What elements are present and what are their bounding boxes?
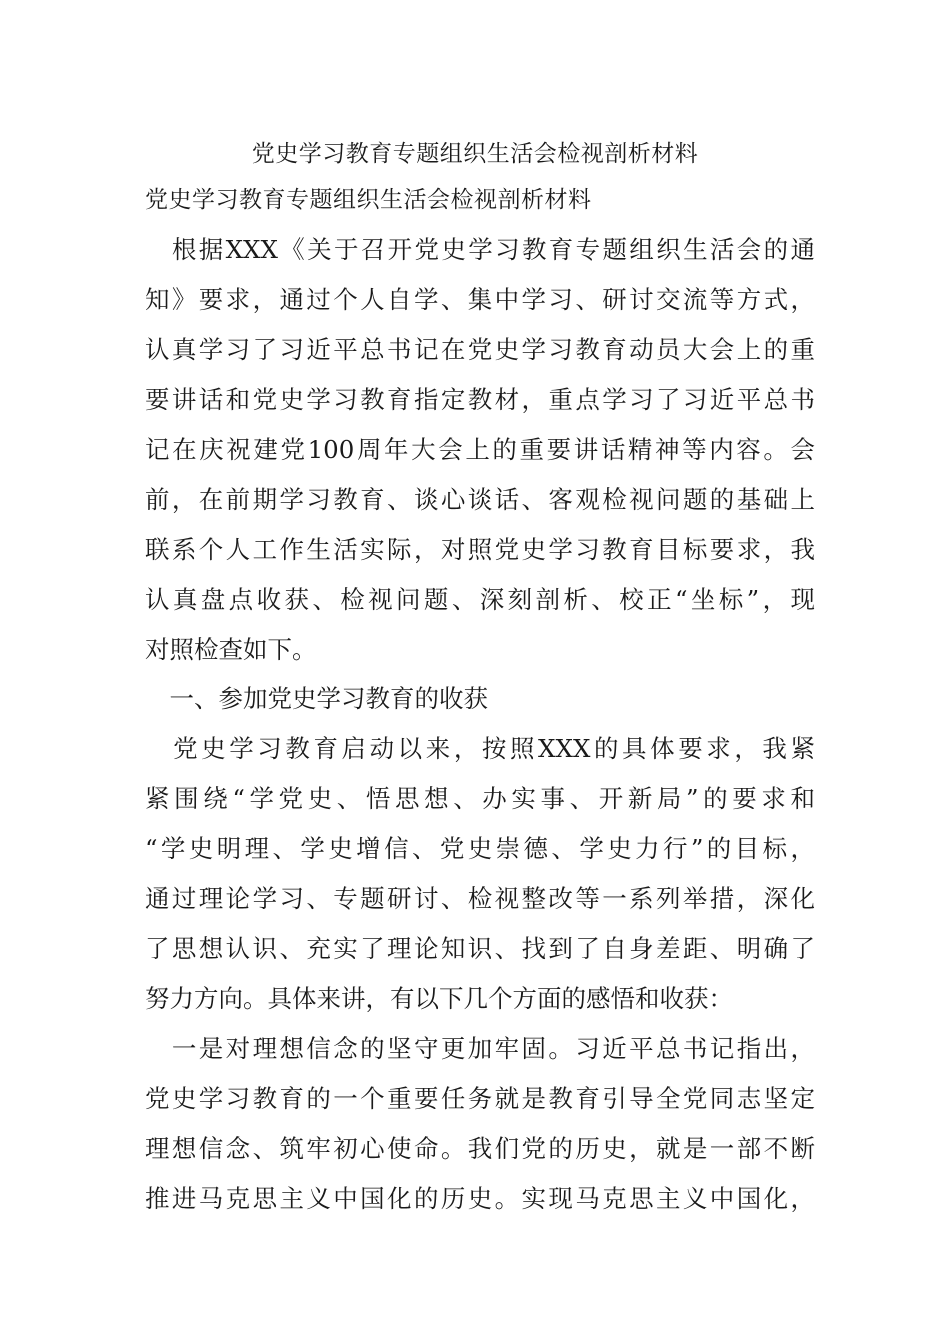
text-line: 理想信念、筑牢初心使命。我们党的历史，就是一部不断 bbox=[145, 1134, 815, 1163]
section-heading: 一、参加党史学习教育的收获 bbox=[145, 684, 488, 713]
text-line: 要讲话和党史学习教育指定教材，重点学习了习近平总书 bbox=[145, 385, 815, 414]
text-line: 一是对理想信念的坚守更加牢固。习近平总书记指出， bbox=[145, 1034, 815, 1063]
text-line: 通过理论学习、专题研讨、检视整改等一系列举措，深化 bbox=[145, 884, 815, 913]
document-title: 党史学习教育专题组织生活会检视剖析材料 bbox=[251, 141, 699, 167]
text-line: 记在庆祝建党100周年大会上的重要讲话精神等内容。会 bbox=[145, 435, 815, 464]
text-line: 联系个人工作生活实际，对照党史学习教育目标要求，我 bbox=[145, 535, 815, 564]
subtitle-line: 党史学习教育专题组织生活会检视剖析材料 bbox=[145, 187, 592, 213]
text-line: “学史明理、学史增信、党史崇德、学史力行”的目标， bbox=[145, 834, 815, 863]
text-line: 认真学习了习近平总书记在党史学习教育动员大会上的重 bbox=[145, 335, 815, 364]
text-line: 根据XXX《关于召开党史学习教育专题组织生活会的通 bbox=[145, 235, 815, 264]
text-line: 努力方向。具体来讲，有以下几个方面的感悟和收获： bbox=[145, 984, 733, 1013]
text-line: 了思想认识、充实了理论知识、找到了自身差距、明确了 bbox=[145, 934, 815, 963]
text-line: 知》要求，通过个人自学、集中学习、研讨交流等方式， bbox=[145, 285, 815, 314]
text-line: 推进马克思主义中国化的历史。实现马克思主义中国化， bbox=[145, 1184, 815, 1213]
text-line: 党史学习教育的一个重要任务就是教育引导全党同志坚定 bbox=[145, 1084, 815, 1113]
text-line: 对照检查如下。 bbox=[145, 635, 317, 664]
text-line: 前，在前期学习教育、谈心谈话、客观检视问题的基础上 bbox=[145, 485, 815, 514]
text-line: 紧围绕“学党史、悟思想、办实事、开新局”的要求和 bbox=[145, 784, 815, 813]
text-line: 党史学习教育启动以来，按照XXX的具体要求，我紧 bbox=[145, 734, 815, 763]
text-line: 认真盘点收获、检视问题、深刻剖析、校正“坐标”，现 bbox=[145, 585, 815, 614]
